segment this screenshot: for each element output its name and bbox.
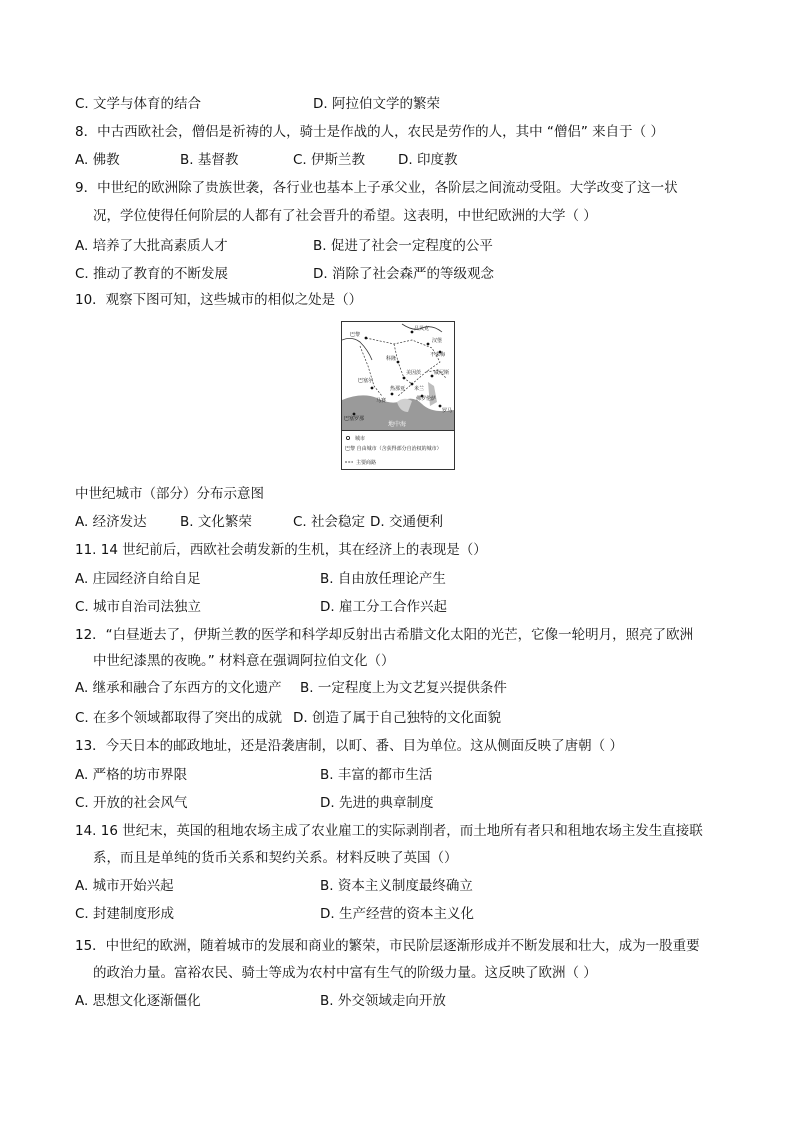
option-a-q8: A. 佛教 (75, 152, 120, 168)
map-caption: 中世纪城市（部分）分布示意图 (75, 486, 264, 502)
option-c-q13: C. 开放的社会风气 (75, 795, 188, 811)
legend-city: 城市 (355, 436, 366, 442)
question-15-line1: 15．中世纪的欧洲，随着城市的发展和商业的繁荣，市民阶层逐渐形成并不断发展和壮大，成为一股重要 (75, 938, 700, 954)
question-12-line2: 中世纪漆黑的夜晚。” 材料意在强调阿拉伯文化（） (93, 653, 395, 669)
map-label-marseille: 马赛 (376, 398, 387, 404)
map-label-basel: 巴塞尔 (358, 378, 374, 384)
map-label-florence: 佛罗伦萨 (416, 396, 437, 402)
question-13: 13．今天日本的邮政地址，还是沿袭唐制，以町、番、目为单位。这从侧面反映了唐朝（ ） (75, 738, 623, 754)
question-14-line1: 14. 16 世纪末，英国的租地农场主成了农业雇工的实际剥削者，而土地所有者只和租地农场主发生直接联 (75, 823, 703, 839)
map-legend (342, 430, 454, 470)
map-label-milan: 米兰 (414, 386, 425, 392)
option-d-q11: D. 雇工分工合作兴起 (320, 599, 447, 615)
map-label-bremen: 不来梅 (430, 352, 446, 358)
question-8: 8．中古西欧社会，僧侣是祈祷的人，骑士是作战的人，农民是劳作的人，其中 “僧侣” 来自于（ ） (75, 124, 664, 140)
question-10: 10．观察下图可知，这些城市的相似之处是（） (75, 292, 363, 308)
option-b-q13: B. 丰富的都市生活 (320, 767, 433, 783)
map-label-mainz: 美因茨 (406, 370, 422, 376)
option-c-q11: C. 城市自治司法独立 (75, 599, 202, 615)
medieval-cities-map (341, 321, 455, 470)
option-b-q12: B. 一定程度上为文艺复兴提供条件 (300, 680, 507, 696)
map-label-paris: 巴黎 (350, 332, 361, 338)
question-15-line2: 的政治力量。富裕农民、骑士等成为农村中富有生气的阶级力量。这反映了欧洲（ ） (93, 965, 597, 981)
option-d-q10: D. 交通便利 (370, 514, 443, 530)
map-label-hamburg: 汉堡 (432, 338, 443, 344)
option-a-q12: A. 继承和融合了东西方的文化遗产 (75, 680, 282, 696)
option-b-q11: B. 自由放任理论产生 (320, 571, 446, 587)
question-11: 11. 14 世纪前后，西欧社会萌发新的生机，其在经济上的表现是（） (75, 542, 487, 558)
legend-free-city: 巴黎 自由城市（含获得部分自治权的城市） (345, 446, 442, 452)
option-b-q9: B. 促进了社会一定程度的公平 (313, 238, 493, 254)
option-a-q15: A. 思想文化逐渐僵化 (75, 993, 201, 1009)
question-9-line2: 况，学位使得任何阶层的人都有了社会晋升的希望。这表明，中世纪欧洲的大学（ ） (93, 208, 597, 224)
map-label-venice: 威尼斯 (434, 370, 450, 376)
option-a-q11: A. 庄园经济自给自足 (75, 571, 201, 587)
option-d-q14: D. 生产经营的资本主义化 (320, 906, 474, 922)
option-c-q12: C. 在多个领域都取得了突出的成就 (75, 710, 283, 726)
option-b-q15: B. 外交领域走向开放 (320, 993, 446, 1009)
option-a-q10: A. 经济发达 (75, 514, 147, 530)
option-d-q9: D. 消除了社会森严的等级观念 (313, 266, 494, 282)
map-label-cologne: 科隆 (386, 356, 397, 362)
question-12-line1: 12．“白昼逝去了，伊斯兰教的医学和科学却反射出古希腊文化太阳的光芒，它像一轮明月，照亮了欧洲 (75, 627, 694, 643)
option-d-q12: D. 创造了属于自己独特的文化面貌 (293, 710, 501, 726)
option-d-q13: D. 先进的典章制度 (320, 795, 434, 811)
option-d-q8: D. 印度教 (398, 152, 458, 168)
option-b-q14: B. 资本主义制度最终确立 (320, 878, 473, 894)
option-c-q14: C. 封建制度形成 (75, 906, 175, 922)
option-a-q14: A. 城市开始兴起 (75, 878, 174, 894)
question-14-line2: 系，而且是单纯的货币关系和契约关系。材料反映了英国（） (93, 850, 458, 866)
map-label-barcelona: 巴塞罗那 (344, 416, 365, 422)
option-b-q10: B. 文化繁荣 (180, 514, 252, 530)
map-label-lubeck: 吕贝克 (414, 326, 430, 332)
map-label-genoa: 热那亚 (390, 386, 406, 392)
map-label-rome: 罗马 (442, 408, 453, 414)
option-a-q9: A. 培养了大批高素质人才 (75, 238, 228, 254)
option-c-q7: C. 文学与体育的结合 (75, 96, 202, 112)
legend-trade-route: 主要商路 (356, 460, 377, 466)
option-b-q8: B. 基督教 (180, 152, 239, 168)
option-c-q9: C. 推动了教育的不断发展 (75, 266, 229, 282)
option-d-q7: D. 阿拉伯文学的繁荣 (313, 96, 440, 112)
option-a-q13: A. 严格的坊市界限 (75, 767, 188, 783)
option-c-q8: C. 伊斯兰教 (293, 152, 366, 168)
map-label-mediterranean: 地中海 (388, 421, 407, 428)
option-c-q10: C. 社会稳定 (293, 514, 366, 530)
question-9-line1: 9．中世纪的欧洲除了贵族世袭，各行业也基本上子承父业，各阶层之间流动受阻。大学改变了这一状 (75, 180, 678, 196)
